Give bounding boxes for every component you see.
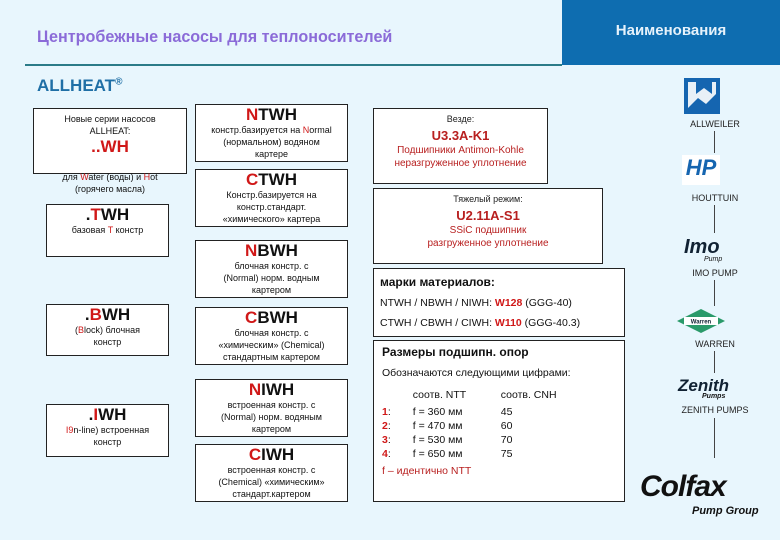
seal-box-heavy <box>373 188 603 264</box>
series-desc: (Block) блочная <box>75 325 140 335</box>
table-row: 3: f = 530 мм 70 <box>382 434 513 446</box>
series-desc: картером <box>251 285 292 295</box>
series-desc: констр.стандарт. <box>236 202 307 212</box>
logo-label-imo: IMO PUMP <box>692 268 738 278</box>
series-box-bwh: .BWH (Block) блочная констр <box>46 304 169 356</box>
series-desc: Констр.базируется на <box>226 190 317 200</box>
bearings-table <box>382 385 563 461</box>
brand-title <box>37 76 122 96</box>
divider <box>25 64 562 66</box>
seal-desc: SSiC подшипник <box>449 225 527 236</box>
brand-name: ALLHEAT <box>37 76 116 95</box>
series-code: NTWH <box>246 105 297 124</box>
warren-logo <box>676 308 726 334</box>
colfax-logo: Colfax <box>640 470 726 503</box>
seal-desc: разгруженное уплотнение <box>427 238 549 249</box>
intro-desc2: (горячего масла) <box>74 184 146 194</box>
table-row: 2: f = 470 мм 60 <box>382 420 513 432</box>
section-title: Наименования <box>615 22 727 39</box>
series-box-ctwh <box>195 169 348 227</box>
series-desc: I9n-line) встроенная <box>65 425 150 435</box>
series-code: ..WH <box>91 137 129 156</box>
series-desc: картере <box>255 149 288 159</box>
colfax-logo-sub: Pump Group <box>692 505 759 517</box>
materials-title: марки материалов: <box>380 275 495 289</box>
seal-label: Везде: <box>446 114 475 124</box>
series-desc: картером <box>251 424 292 434</box>
imo-logo-sub: Pump <box>704 256 723 263</box>
series-desc: (Normal) норм. водяным <box>221 412 322 422</box>
logo-label-warren: WARREN <box>695 339 735 349</box>
series-box-iwh: .IWH I9n-line) встроенная констр <box>46 404 169 457</box>
series-code: CTWH <box>246 170 297 189</box>
series-code: CIWH <box>248 445 295 464</box>
zenith-logo-sub: Pumps <box>702 393 726 400</box>
series-desc: констр.базируется на Normal <box>211 125 332 135</box>
series-desc2: констр <box>93 337 122 347</box>
logo-label-zenith: ZENITH PUMPS <box>681 405 749 415</box>
materials-row: CTWH / CBWH / CIWH: W110 (GGG-40.3) <box>380 317 581 329</box>
series-box-niwh <box>195 379 348 437</box>
allweiler-logo <box>684 78 720 114</box>
seal-desc: Подшипники Antimon-Kohle <box>397 145 524 156</box>
seal-code: U2.11A-S1 <box>456 208 520 223</box>
seal-desc: неразгруженное уплотнение <box>394 158 527 169</box>
houttuin-logo: HP <box>682 155 720 185</box>
imo-logo: Imo <box>684 236 720 258</box>
series-box-cbwh <box>195 307 348 365</box>
table-row: 4: f = 650 мм 75 <box>382 448 513 460</box>
series-desc: стандартным картером <box>223 352 320 362</box>
col-header: соотв. NTT <box>412 389 467 401</box>
seal-label: Тяжелый режим: <box>453 194 523 204</box>
series-box-ntwh <box>195 104 348 162</box>
series-desc: встроенная констр. с <box>227 400 316 410</box>
intro-line: Новые серии насосов <box>64 114 156 124</box>
zenith-logo: Zenith <box>678 376 729 395</box>
series-code: NBWH <box>245 241 298 260</box>
bearings-title: Размеры подшипн. опор <box>382 345 529 359</box>
series-box-twh: .TWH базовая T констр <box>46 204 169 257</box>
seal-box-standard <box>373 108 548 184</box>
materials-box <box>373 268 625 337</box>
seal-code: U3.3A-K1 <box>431 128 490 143</box>
col-header: соотв. CNH <box>500 389 557 401</box>
bearings-subtitle: Обозначаются следующими цифрами: <box>382 367 571 379</box>
registered-mark: ® <box>115 76 123 88</box>
series-box-nbwh <box>195 240 348 298</box>
intro-line: ALLHEAT: <box>89 126 131 136</box>
series-desc: (нормальном) водяном <box>223 137 320 147</box>
intro-box <box>33 108 187 194</box>
page-title: Центробежные насосы для теплоносителей <box>37 27 393 46</box>
series-desc: «химического» картера <box>222 214 321 224</box>
materials-row: NTWH / NBWH / NIWH: W128 (GGG-40) <box>380 297 572 309</box>
series-box-ciwh <box>195 444 348 502</box>
svg-text:Warren: Warren <box>690 319 712 326</box>
bearings-note: f – идентично NTT <box>382 465 472 477</box>
bearings-box <box>373 340 625 502</box>
series-code: NIWH <box>248 380 295 399</box>
series-desc: блочная констр. с <box>234 328 309 338</box>
logo-label-houttuin: HOUTTUIN <box>691 193 739 203</box>
series-desc: блочная констр. с <box>234 261 309 271</box>
series-desc2: констр <box>93 437 122 447</box>
series-desc: встроенная констр. с <box>227 465 316 475</box>
series-desc: базовая T констр <box>71 225 144 235</box>
series-desc: «химическим» (Chemical) <box>218 340 325 350</box>
series-code: CBWH <box>245 308 298 327</box>
series-desc: (Normal) норм. водным <box>223 273 320 283</box>
table-row: 1: f = 360 мм 45 <box>382 406 513 418</box>
intro-desc: для Water (воды) и Hot <box>62 172 158 182</box>
series-desc: (Chemical) «химическим» <box>218 477 325 487</box>
series-desc: стандарт.картером <box>232 489 311 499</box>
logo-label-allweiler: ALLWEILER <box>690 119 740 129</box>
